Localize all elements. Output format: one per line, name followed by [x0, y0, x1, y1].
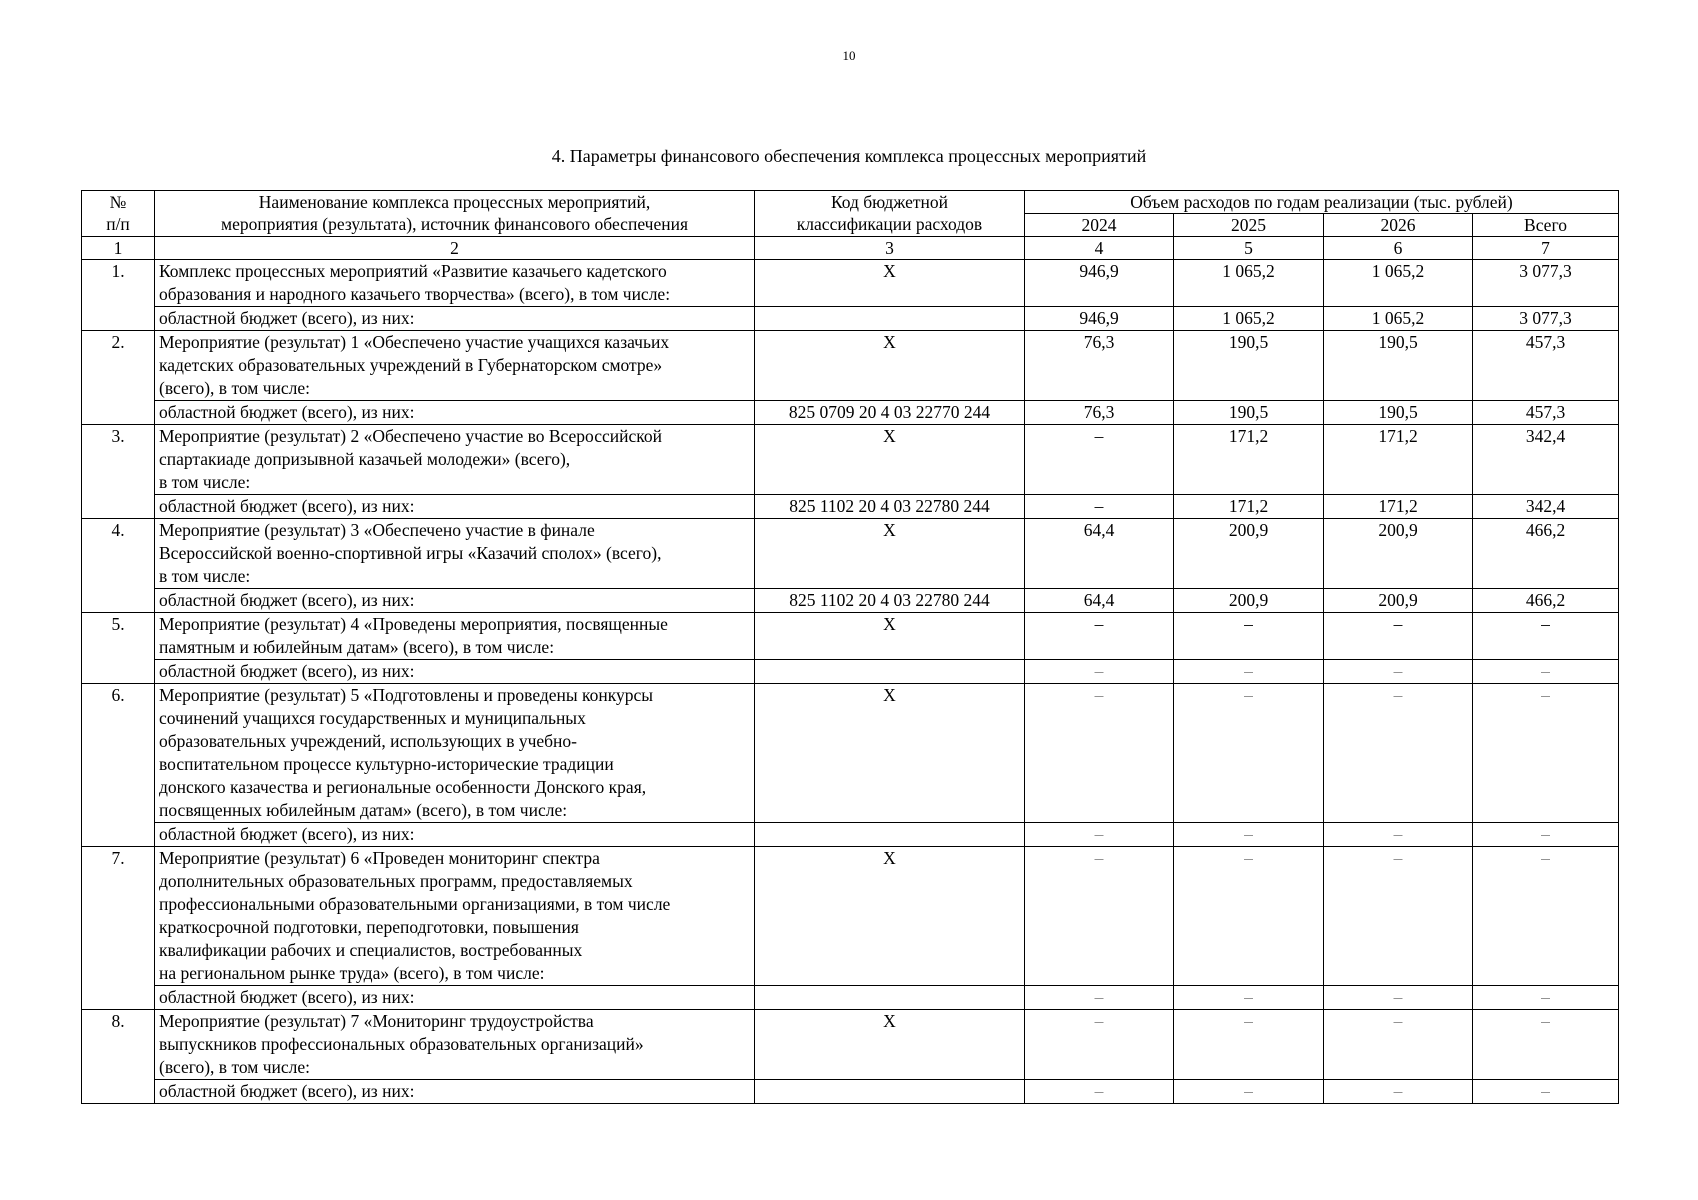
table-row	[82, 425, 1619, 495]
financial-table	[81, 190, 1619, 1104]
row-code: X	[755, 684, 1025, 823]
row-value: –	[1324, 847, 1473, 986]
subrow-value: –	[1174, 660, 1324, 684]
subrow-value: 200,9	[1324, 589, 1473, 613]
subrow-value: 76,3	[1025, 401, 1174, 425]
subrow-value: –	[1025, 986, 1174, 1010]
header-name-line: Наименование комплекса процессных мероприятий,	[258, 192, 651, 212]
row-name-line: Мероприятие (результат) 1 «Обеспечено участие учащихся казачьих	[159, 332, 670, 352]
table-row	[82, 260, 1619, 307]
subrow-name: областной бюджет (всего), из них:	[155, 589, 755, 613]
row-name-line: сочинений учащихся государственных и муниципальных	[159, 708, 586, 728]
table-subrow	[82, 1080, 1619, 1104]
row-code: X	[755, 425, 1025, 495]
row-name-line: Комплекс процессных мероприятий «Развитие казачьего кадетского	[159, 261, 667, 281]
header-name	[155, 191, 755, 237]
subrow-value: –	[1025, 495, 1174, 519]
subrow-value: 1 065,2	[1174, 307, 1324, 331]
row-name-line: памятным и юбилейным датам» (всего), в том числе:	[159, 637, 555, 657]
table-row	[82, 1010, 1619, 1080]
subrow-value: –	[1174, 823, 1324, 847]
row-name-line: образовательных учреждений, использующих в учебно-	[159, 731, 578, 751]
row-name-line: в том числе:	[159, 566, 251, 586]
row-value: 190,5	[1174, 331, 1324, 401]
subrow-name: областной бюджет (всего), из них:	[155, 986, 755, 1010]
header-code	[755, 191, 1025, 237]
header-code-line: классификации расходов	[796, 214, 983, 234]
header-code-line: Код бюджетной	[830, 192, 949, 212]
row-code: X	[755, 847, 1025, 986]
row-value: 946,9	[1025, 260, 1174, 307]
row-value: –	[1025, 613, 1174, 660]
subrow-value: 171,2	[1324, 495, 1473, 519]
subrow-name: областной бюджет (всего), из них:	[155, 401, 755, 425]
subrow-code	[755, 986, 1025, 1010]
row-value: –	[1174, 613, 1324, 660]
subrow-value: –	[1174, 986, 1324, 1010]
row-value: 190,5	[1324, 331, 1473, 401]
row-name	[155, 519, 755, 589]
subrow-value: –	[1324, 823, 1473, 847]
table-subrow	[82, 823, 1619, 847]
row-value: –	[1473, 847, 1619, 986]
table-body	[82, 260, 1619, 1104]
header-num-line: п/п	[106, 214, 130, 234]
row-value: 342,4	[1473, 425, 1619, 495]
subrow-value: 200,9	[1174, 589, 1324, 613]
row-value: –	[1025, 684, 1174, 823]
table-subrow	[82, 307, 1619, 331]
subrow-value: 946,9	[1025, 307, 1174, 331]
page-number: 10	[842, 48, 856, 63]
row-name	[155, 613, 755, 660]
subrow-code	[755, 307, 1025, 331]
row-value: 200,9	[1174, 519, 1324, 589]
column-number: 7	[1473, 237, 1619, 260]
row-value: –	[1324, 684, 1473, 823]
subrow-name: областной бюджет (всего), из них:	[155, 660, 755, 684]
subrow-value: –	[1025, 823, 1174, 847]
row-name	[155, 331, 755, 401]
row-value: –	[1324, 613, 1473, 660]
row-value: 171,2	[1174, 425, 1324, 495]
row-number: 1.	[82, 260, 155, 331]
subrow-value: 3 077,3	[1473, 307, 1619, 331]
subrow-name: областной бюджет (всего), из них:	[155, 307, 755, 331]
subrow-value: –	[1473, 823, 1619, 847]
subrow-code	[755, 1080, 1025, 1104]
subrow-value: –	[1473, 1080, 1619, 1104]
subrow-value: 342,4	[1473, 495, 1619, 519]
row-number: 8.	[82, 1010, 155, 1104]
row-name-line: воспитательном процессе культурно-исторические традиции	[159, 754, 614, 774]
table-row	[82, 519, 1619, 589]
row-name-line: Мероприятие (результат) 3 «Обеспечено участие в финале	[159, 520, 595, 540]
row-value: 466,2	[1473, 519, 1619, 589]
row-value: –	[1174, 1010, 1324, 1080]
row-value: 457,3	[1473, 331, 1619, 401]
row-value: 64,4	[1025, 519, 1174, 589]
row-number: 6.	[82, 684, 155, 847]
table-row	[82, 684, 1619, 823]
row-value: –	[1473, 613, 1619, 660]
subrow-value: 190,5	[1174, 401, 1324, 425]
row-name-line: краткосрочной подготовки, переподготовки, повышения	[159, 917, 579, 937]
row-number: 2.	[82, 331, 155, 425]
subrow-code: 825 1102 20 4 03 22780 244	[755, 495, 1025, 519]
row-name-line: квалификации рабочих и специалистов, востребованных	[159, 940, 583, 960]
subrow-value: 171,2	[1174, 495, 1324, 519]
header-year: 2024	[1025, 214, 1174, 237]
header-total: Всего	[1473, 214, 1619, 237]
row-name	[155, 847, 755, 986]
row-code: X	[755, 613, 1025, 660]
row-value: 76,3	[1025, 331, 1174, 401]
row-value: –	[1473, 1010, 1619, 1080]
row-name-line: образования и народного казачьего творчества» (всего), в том числе:	[159, 284, 671, 304]
row-name-line: спартакиаде допризывной казачьей молодежи» (всего),	[159, 449, 571, 469]
subrow-value: 190,5	[1324, 401, 1473, 425]
row-name	[155, 1010, 755, 1080]
row-name-line: Мероприятие (результат) 2 «Обеспечено участие во Всероссийской	[159, 426, 662, 446]
row-number: 7.	[82, 847, 155, 1010]
table-row	[82, 613, 1619, 660]
subrow-name: областной бюджет (всего), из них:	[155, 823, 755, 847]
table-subrow	[82, 589, 1619, 613]
row-value: –	[1473, 684, 1619, 823]
row-value: –	[1324, 1010, 1473, 1080]
row-name-line: кадетских образовательных учреждений в Губернаторском смотре»	[159, 355, 663, 375]
subrow-value: –	[1025, 660, 1174, 684]
subrow-code: 825 1102 20 4 03 22780 244	[755, 589, 1025, 613]
row-name-line: (всего), в том числе:	[159, 1057, 311, 1077]
table-row	[82, 847, 1619, 986]
row-name	[155, 260, 755, 307]
header-num-line: №	[109, 192, 127, 212]
column-number: 5	[1174, 237, 1324, 260]
table-subrow	[82, 986, 1619, 1010]
header-num	[82, 191, 155, 237]
row-name-line: на региональном рынке труда» (всего), в том числе:	[159, 963, 545, 983]
column-number: 3	[755, 237, 1025, 260]
column-number: 6	[1324, 237, 1473, 260]
header-name-line: мероприятия (результата), источник финансового обеспечения	[221, 214, 688, 234]
row-name-line: Всероссийской военно-спортивной игры «Казачий сполох» (всего),	[159, 543, 662, 563]
column-number: 1	[82, 237, 155, 260]
row-name-line: донского казачества и региональные особенности Донского края,	[159, 777, 647, 797]
row-value: –	[1025, 425, 1174, 495]
header-year: 2026	[1324, 214, 1473, 237]
row-number: 4.	[82, 519, 155, 613]
row-name-line: Мероприятие (результат) 5 «Подготовлены и проведены конкурсы	[159, 685, 654, 705]
subrow-value: 1 065,2	[1324, 307, 1473, 331]
table-row	[82, 331, 1619, 401]
subrow-name: областной бюджет (всего), из них:	[155, 1080, 755, 1104]
row-code: X	[755, 260, 1025, 307]
row-code: X	[755, 519, 1025, 589]
row-value: –	[1174, 684, 1324, 823]
subrow-code	[755, 660, 1025, 684]
subrow-value: –	[1025, 1080, 1174, 1104]
row-name-line: (всего), в том числе:	[159, 378, 311, 398]
row-value: 1 065,2	[1174, 260, 1324, 307]
subrow-value: –	[1324, 986, 1473, 1010]
row-name-line: выпускников профессиональных образовательных организаций»	[159, 1034, 644, 1054]
row-number: 3.	[82, 425, 155, 519]
subrow-name: областной бюджет (всего), из них:	[155, 495, 755, 519]
subrow-value: 64,4	[1025, 589, 1174, 613]
row-code: X	[755, 331, 1025, 401]
row-value: –	[1025, 847, 1174, 986]
column-number: 4	[1025, 237, 1174, 260]
subrow-code	[755, 823, 1025, 847]
table-subrow	[82, 401, 1619, 425]
row-value: 1 065,2	[1324, 260, 1473, 307]
page-title: 4. Параметры финансового обеспечения комплекса процессных мероприятий	[551, 146, 1147, 166]
table-subrow	[82, 660, 1619, 684]
table-header	[82, 191, 1619, 260]
row-name-line: в том числе:	[159, 472, 251, 492]
subrow-value: 457,3	[1473, 401, 1619, 425]
row-name-line: Мероприятие (результат) 4 «Проведены мероприятия, посвященные	[159, 614, 668, 634]
subrow-value: –	[1174, 1080, 1324, 1104]
row-name	[155, 684, 755, 823]
row-value: –	[1174, 847, 1324, 986]
subrow-code: 825 0709 20 4 03 22770 244	[755, 401, 1025, 425]
subrow-value: –	[1473, 660, 1619, 684]
subrow-value: –	[1324, 1080, 1473, 1104]
subrow-value: 466,2	[1473, 589, 1619, 613]
row-name-line: Мероприятие (результат) 6 «Проведен мониторинг спектра	[159, 848, 600, 868]
subrow-value: –	[1324, 660, 1473, 684]
row-value: 3 077,3	[1473, 260, 1619, 307]
row-name-line: Мероприятие (результат) 7 «Мониторинг трудоустройства	[159, 1011, 594, 1031]
row-code: X	[755, 1010, 1025, 1080]
row-number: 5.	[82, 613, 155, 684]
row-name-line: профессиональными образовательными организациями, в том числе	[159, 894, 671, 914]
column-number: 2	[155, 237, 755, 260]
header-volume: Объем расходов по годам реализации (тыс. рублей)	[1025, 191, 1619, 214]
row-name	[155, 425, 755, 495]
row-name-line: посвященных юбилейным датам» (всего), в том числе:	[159, 800, 568, 820]
row-name-line: дополнительных образовательных программ, предоставляемых	[159, 871, 633, 891]
row-value: –	[1025, 1010, 1174, 1080]
table-subrow	[82, 495, 1619, 519]
row-value: 171,2	[1324, 425, 1473, 495]
row-value: 200,9	[1324, 519, 1473, 589]
header-year: 2025	[1174, 214, 1324, 237]
subrow-value: –	[1473, 986, 1619, 1010]
